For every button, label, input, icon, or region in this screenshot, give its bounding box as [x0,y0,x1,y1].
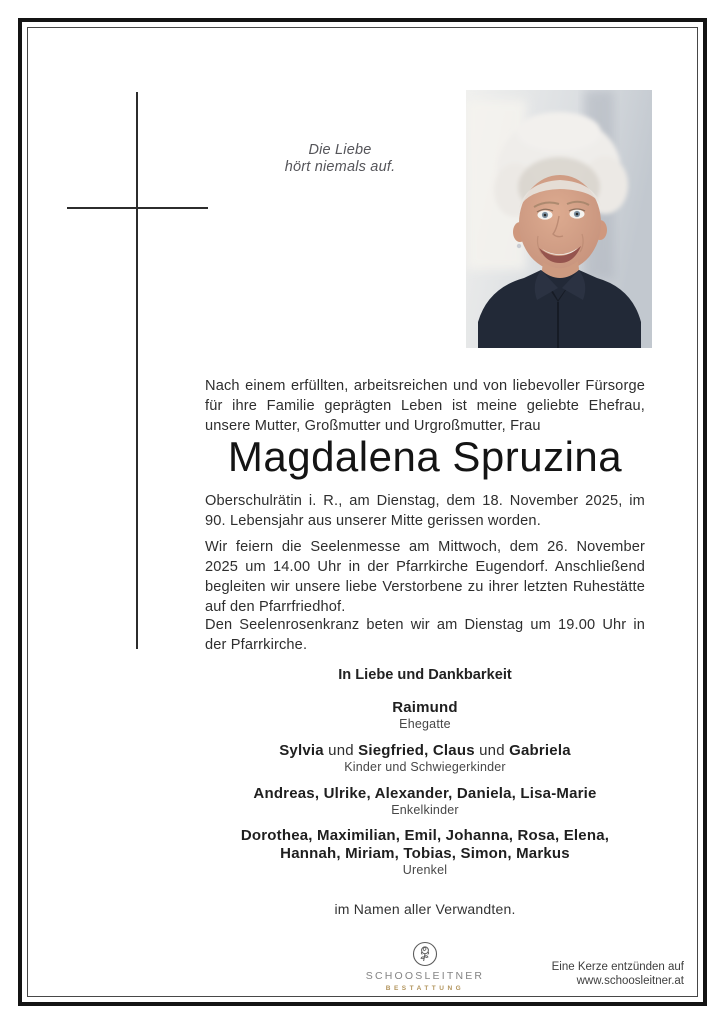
grandchildren-names: Andreas, Ulrike, Alexander, Daniela, Lisa-Marie [253,785,597,802]
memorial-cross-horizontal [67,207,208,209]
great-grandchildren-relation: Urenkel [402,863,448,877]
closing-line: In Liebe und Dankbarkeit [338,667,512,683]
quote-line-2: hört niemals auf. [284,159,396,175]
spouse-name: Raimund [392,699,458,716]
children-name-segment: Gabriela [509,742,571,759]
memorial-quote [230,142,450,176]
children-conjunction: und [323,742,359,759]
rose-icon [412,941,438,967]
announcement-details: Oberschulrätin i. R., am Dienstag, dem 18. November 2025, im 90. Lebensjahr aus unserer Mitte gerissen worden. [205,493,645,529]
funeral-home-subtitle: BESTATTUNG [385,985,465,992]
memorial-cross-vertical [136,92,138,649]
funeral-home-name: SCHOOSLEITNER [365,970,485,982]
announcement-intro: Nach einem erfüllten, arbeitsreichen und von liebevoller Fürsorge für ihre Familie geprägten Leben ist meine geliebte Ehefrau, unsere Mutter, Großmutter und Urgroßmutter, Frau [205,378,645,434]
postscript-line: im Namen aller Verwandten. [334,901,516,917]
great-grandchildren-names [205,827,645,863]
children-name-segment: Sylvia [279,742,324,759]
children-names [205,742,645,759]
portrait-illustration [466,90,652,348]
candle-note-line-1: Eine Kerze entzünden auf [551,961,684,973]
great-grandchildren-line-1: Dorothea, Maximilian, Emil, Johanna, Rosa, Elena, [240,827,610,844]
spouse-relation: Ehegatte [399,717,451,731]
portrait-photo [466,90,652,348]
children-name-segment: Siegfried, Claus [358,742,475,759]
deceased-name: Magdalena Spruzina [227,433,623,480]
quote-line-1: Die Liebe [308,142,372,158]
children-relation: Kinder und Schwiegerkinder [344,760,506,774]
grandchildren-relation: Enkelkinder [391,803,459,817]
announcement-service: Wir feiern die Seelenmesse am Mittwoch, dem 26. November 2025 um 14.00 Uhr in der Pfarrkirche Eugendorf. Anschließend begleiten wir unsere liebe Verstorbene zu ihrer letzten Ruhestätte auf den Pfarrfriedhof. [205,539,645,615]
candle-note-url: www.schoosleitner.at [576,975,684,987]
children-conjunction: und [474,742,510,759]
announcement-rosary: Den Seelenrosenkranz beten wir am Dienstag um 19.00 Uhr in der Pfarrkirche. [205,617,645,653]
candle-note [484,960,684,988]
great-grandchildren-line-2: Hannah, Miriam, Tobias, Simon, Markus [280,845,570,862]
